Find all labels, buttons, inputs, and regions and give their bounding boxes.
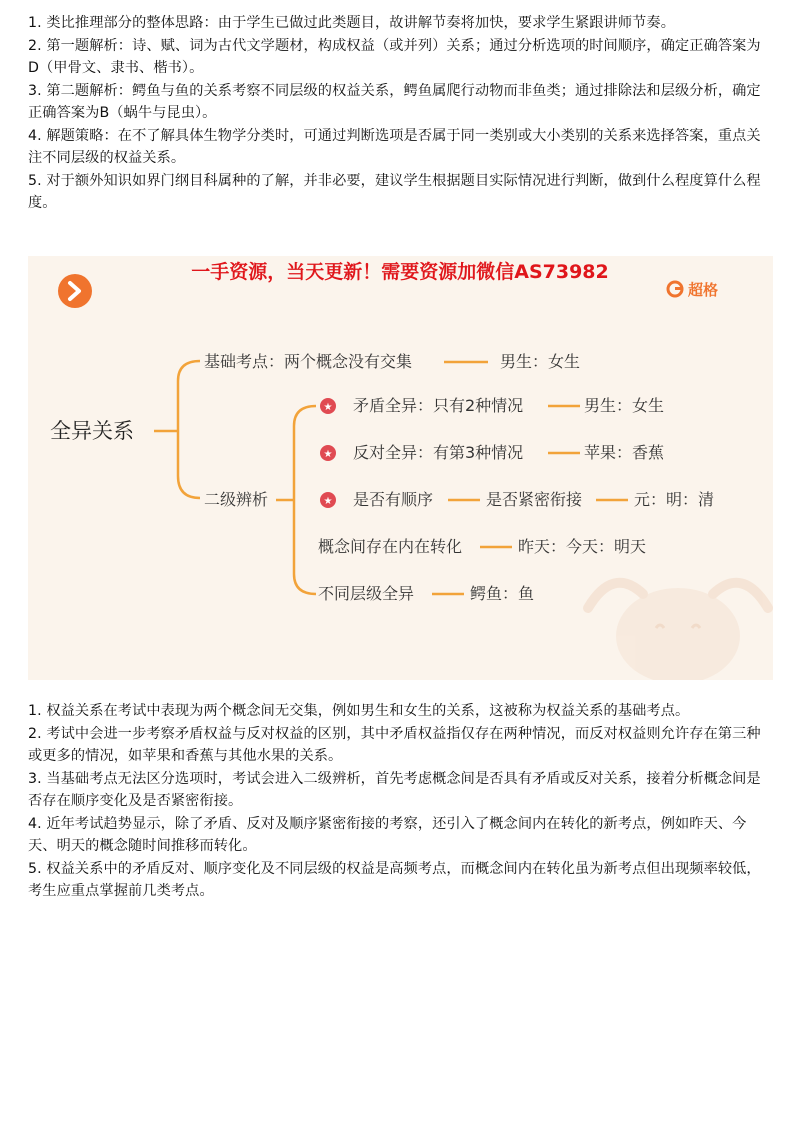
sub-item-label: 矛盾全异：只有2种情况: [353, 396, 524, 415]
main-branch: [178, 361, 200, 498]
sub-item-example: 鳄鱼：鱼: [470, 584, 535, 603]
basic-point-label: 基础考点：两个概念没有交集: [204, 352, 413, 371]
mascot-watermark: [588, 583, 768, 680]
sub-item-label: 反对全异：有第3种情况: [353, 443, 524, 462]
logo: [668, 281, 718, 299]
notes-top: [28, 12, 766, 215]
note-paragraph: 2. 第一题解析：诗、赋、词为古代文学题材，构成权益（或并列）关系；通过分析选项的时间顺序，确定正确答案为D（甲骨文、隶书、楷书）。: [28, 37, 761, 76]
slide-image: [28, 256, 773, 680]
note-paragraph: 5. 权益关系中的矛盾反对、顺序变化及不同层级的权益是高频考点，而概念间内在转化虽为新考点但出现频率较低，考生应重点掌握前几类考点。: [28, 860, 761, 899]
banner-text: 一手资源，当天更新！需要资源加微信AS73982: [191, 261, 609, 283]
sub-item-example: 苹果：香蕉: [584, 443, 665, 462]
basic-point-example: 男生：女生: [500, 352, 581, 371]
sub-item-example: 昨天：今天：明天: [518, 537, 647, 556]
note-paragraph: 3. 当基础考点无法区分选项时，考试会进入二级辨析，首先考虑概念间是否具有矛盾或反对关系，接着分析概念间是否存在顺序变化及是否紧密衔接。: [28, 770, 761, 809]
note-paragraph: 1. 权益关系在考试中表现为两个概念间无交集，例如男生和女生的关系，这被称为权益关系的基础考点。: [28, 703, 690, 719]
sub-item-label: 不同层级全异: [318, 584, 415, 603]
second-level-node: 二级辨析: [204, 490, 269, 509]
svg-text:★: ★: [323, 402, 333, 413]
svg-text:★: ★: [323, 449, 333, 460]
note-paragraph: 3. 第二题解析：鳄鱼与鱼的关系考察不同层级的权益关系，鳄鱼属爬行动物而非鱼类；通过排除法和层级分析，确定正确答案为B（蜗牛与昆虫）。: [28, 82, 761, 121]
sub-item-label: 概念间存在内在转化: [318, 537, 463, 556]
svg-text:★: ★: [323, 496, 333, 507]
logo-text: 超格: [688, 281, 719, 299]
note-paragraph: 1. 类比推理部分的整体思路：由于学生已做过此类题目，故讲解节奏将加快，要求学生紧跟讲师节奏。: [28, 15, 675, 31]
note-paragraph: 4. 解题策略：在不了解具体生物学分类时，可通过判断选项是否属于同一类别或大小类别的关系来选择答案，重点关注不同层级的权益关系。: [28, 127, 761, 166]
sub-item: [320, 443, 664, 462]
sub-item-example: 元：明：清: [634, 490, 715, 509]
sub-item-example: 男生：女生: [584, 396, 665, 415]
sub-item: [320, 396, 664, 415]
sub-item: [318, 584, 534, 603]
sub-item-label: 是否有顺序: [353, 490, 434, 509]
sub-branch: [294, 406, 316, 594]
root-node: 全异关系: [50, 419, 134, 443]
sub-item: [320, 490, 714, 509]
sub-item: [318, 537, 646, 556]
notes-bottom: [28, 700, 766, 903]
mind-map: [28, 256, 773, 680]
sub-item-middle: 是否紧密衔接: [486, 490, 583, 509]
note-paragraph: 2. 考试中会进一步考察矛盾权益与反对权益的区别，其中矛盾权益指仅存在两种情况，而反对权益则允许存在第三种或更多的情况，如苹果和香蕉与其他水果的关系。: [28, 725, 761, 764]
note-paragraph: 5. 对于额外知识如界门纲目科属种的了解，并非必要，建议学生根据题目实际情况进行判断，做到什么程度算什么程度。: [28, 172, 761, 211]
arrow-icon: [58, 274, 92, 308]
note-paragraph: 4. 近年考试趋势显示，除了矛盾、反对及顺序紧密衔接的考察，还引入了概念间内在转化的新考点，例如昨天、今天、明天的概念随时间推移而转化。: [28, 815, 747, 854]
